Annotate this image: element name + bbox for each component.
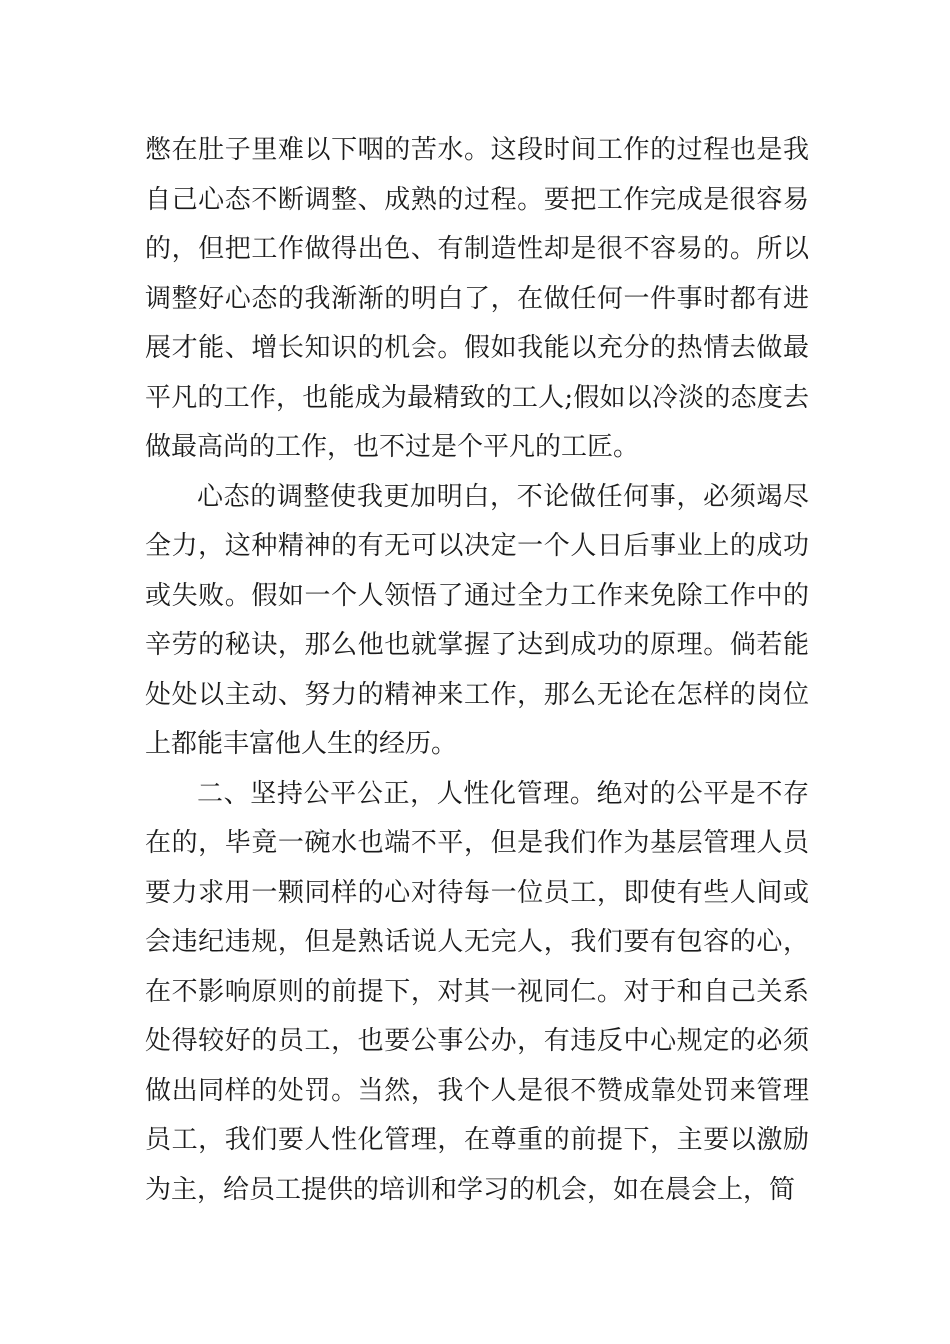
paragraph-1: 憋在肚子里难以下咽的苦水。这段时间工作的过程也是我自己心态不断调整、成熟的过程。要把工作完成是很容易的，但把工作做得出色、有制造性却是很不容易的。所以调整好心态的我渐渐的明白了，在做任何一件事时都有进展才能、增长知识的机会。假如我能以充分的热情去做最平凡的工作，也能成为最精致的工人;假如以冷淡的态度去做最高尚的工作，也不过是个平凡的工匠。 [145,135,809,462]
paragraph-3: 二、坚持公平公正，人性化管理。绝对的公平是不存在的，毕竟一碗水也端不平，但是我们作为基层管理人员要力求用一颗同样的心对待每一位员工，即使有些人间或会违纪违规，但是熟话说人无完人，我们要有包容的心，在不影响原则的前提下，对其一视同仁。对于和自己关系处得较好的员工，也要公事公办，有违反中心规定的必须做出同样的处罚。当然，我个人是很不赞成靠处罚来管理员工，我们要人性化管理，在尊重的前提下，主要以激励为主，给员工提供的培训和学习的机会，如在晨会上，简 [145,778,809,1205]
document-body [145,126,809,1215]
paragraph-2: 心态的调整使我更加明白，不论做任何事，必须竭尽全力，这种精神的有无可以决定一个人日后事业上的成功或失败。假如一个人领悟了通过全力工作来免除工作中的辛劳的秘诀，那么他也就掌握了达到成功的原理。倘若能处处以主动、努力的精神来工作，那么无论在怎样的岗位上都能丰富他人生的经历。 [145,481,809,759]
